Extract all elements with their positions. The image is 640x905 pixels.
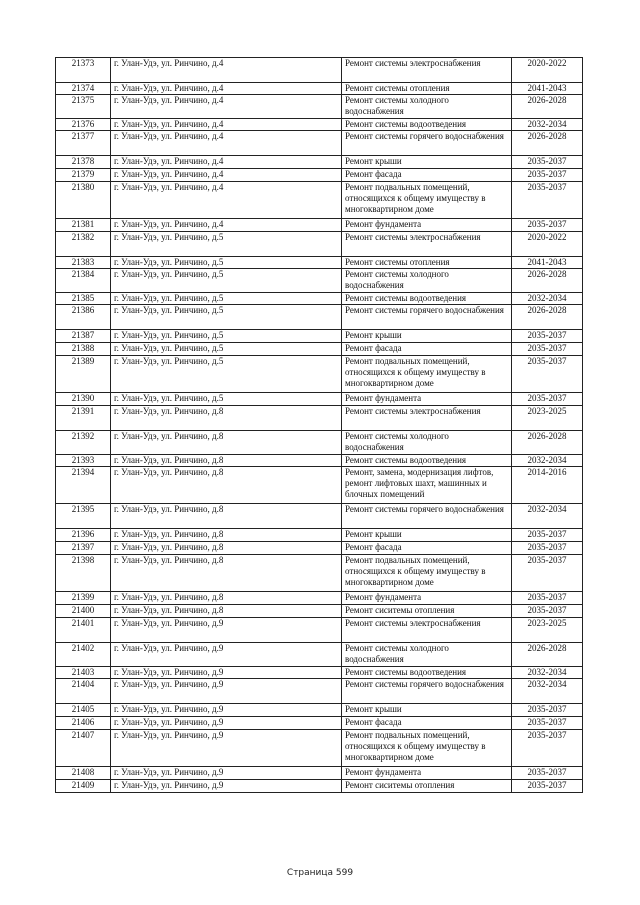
- row-address: г. Улан-Удэ, ул. Ринчино, д.5: [111, 269, 342, 293]
- row-work-type: Ремонт системы горячего водоснабжения: [342, 679, 512, 704]
- row-number: 21379: [56, 169, 111, 182]
- row-address: г. Улан-Удэ, ул. Ринчино, д.8: [111, 592, 342, 605]
- row-work-type: Ремонт системы горячего водоснабжения: [342, 131, 512, 156]
- row-address: г. Улан-Удэ, ул. Ринчино, д.8: [111, 605, 342, 618]
- row-period: 2035-2037: [512, 182, 583, 219]
- row-address: г. Улан-Удэ, ул. Ринчино, д.9: [111, 730, 342, 767]
- row-work-type: Ремонт системы водоотведения: [342, 293, 512, 305]
- row-address: г. Улан-Удэ, ул. Ринчино, д.5: [111, 356, 342, 393]
- row-period: 2035-2037: [512, 330, 583, 343]
- row-work-type: Ремонт системы горячего водоснабжения: [342, 305, 512, 330]
- row-address: г. Улан-Удэ, ул. Ринчино, д.4: [111, 219, 342, 232]
- row-address: г. Улан-Удэ, ул. Ринчино, д.4: [111, 83, 342, 95]
- table-row: [56, 393, 583, 406]
- row-period: 2035-2037: [512, 156, 583, 169]
- row-work-type: Ремонт, замена, модернизация лифтов, ремонт лифтовых шахт, машинных и блочных помещений: [342, 467, 512, 504]
- row-address: г. Улан-Удэ, ул. Ринчино, д.8: [111, 455, 342, 467]
- row-period: 2035-2037: [512, 529, 583, 542]
- row-work-type: Ремонт фундамента: [342, 592, 512, 605]
- row-period: 2026-2028: [512, 95, 583, 119]
- row-address: г. Улан-Удэ, ул. Ринчино, д.8: [111, 467, 342, 504]
- row-number: 21380: [56, 182, 111, 219]
- row-number: 21378: [56, 156, 111, 169]
- row-number: 21392: [56, 431, 111, 455]
- table-row: [56, 555, 583, 592]
- row-period: 2035-2037: [512, 730, 583, 767]
- row-period: 2035-2037: [512, 555, 583, 592]
- row-work-type: Ремонт подвальных помещений, относящихся к общему имуществу в многоквартирном доме: [342, 356, 512, 393]
- row-period: 2020-2022: [512, 232, 583, 257]
- row-number: 21396: [56, 529, 111, 542]
- row-work-type: Ремонт фасада: [342, 542, 512, 555]
- table-row: [56, 780, 583, 793]
- row-period: 2026-2028: [512, 269, 583, 293]
- row-address: г. Улан-Удэ, ул. Ринчино, д.9: [111, 780, 342, 793]
- page-number: Страница 599: [286, 868, 354, 878]
- table-row: [56, 58, 583, 83]
- row-number: 21389: [56, 356, 111, 393]
- table-row: [56, 605, 583, 618]
- row-period: 2032-2034: [512, 293, 583, 305]
- row-address: г. Улан-Удэ, ул. Ринчино, д.4: [111, 95, 342, 119]
- row-address: г. Улан-Удэ, ул. Ринчино, д.8: [111, 406, 342, 431]
- row-number: 21384: [56, 269, 111, 293]
- row-work-type: Ремонт системы водоотведения: [342, 455, 512, 467]
- row-work-type: Ремонт крыши: [342, 156, 512, 169]
- row-work-type: Ремонт крыши: [342, 330, 512, 343]
- row-address: г. Улан-Удэ, ул. Ринчино, д.9: [111, 667, 342, 679]
- row-address: г. Улан-Удэ, ул. Ринчино, д.5: [111, 232, 342, 257]
- repair-schedule-table: [55, 57, 583, 793]
- row-period: 2035-2037: [512, 605, 583, 618]
- table-row: [56, 156, 583, 169]
- row-number: 21377: [56, 131, 111, 156]
- row-number: 21373: [56, 58, 111, 83]
- row-number: 21391: [56, 406, 111, 431]
- table-row: [56, 529, 583, 542]
- row-number: 21404: [56, 679, 111, 704]
- row-work-type: Ремонт системы водоотведения: [342, 119, 512, 131]
- row-address: г. Улан-Удэ, ул. Ринчино, д.8: [111, 542, 342, 555]
- row-number: 21390: [56, 393, 111, 406]
- row-address: г. Улан-Удэ, ул. Ринчино, д.5: [111, 305, 342, 330]
- row-work-type: Ремонт сиситемы отопления: [342, 605, 512, 618]
- row-number: 21375: [56, 95, 111, 119]
- row-work-type: Ремонт системы холодного водоснабжения: [342, 643, 512, 667]
- table-row: [56, 767, 583, 780]
- row-number: 21402: [56, 643, 111, 667]
- row-work-type: Ремонт крыши: [342, 704, 512, 717]
- row-number: 21409: [56, 780, 111, 793]
- row-period: 2035-2037: [512, 767, 583, 780]
- row-period: 2032-2034: [512, 679, 583, 704]
- row-period: 2014-2016: [512, 467, 583, 504]
- row-number: 21393: [56, 455, 111, 467]
- table-row: [56, 717, 583, 730]
- row-address: г. Улан-Удэ, ул. Ринчино, д.9: [111, 704, 342, 717]
- row-work-type: Ремонт системы электроснабжения: [342, 618, 512, 643]
- row-work-type: Ремонт системы электроснабжения: [342, 406, 512, 431]
- row-number: 21405: [56, 704, 111, 717]
- row-address: г. Улан-Удэ, ул. Ринчино, д.4: [111, 182, 342, 219]
- row-address: г. Улан-Удэ, ул. Ринчино, д.4: [111, 58, 342, 83]
- table-row: [56, 504, 583, 529]
- row-period: 2032-2034: [512, 455, 583, 467]
- row-number: 21403: [56, 667, 111, 679]
- table-row: [56, 269, 583, 293]
- row-number: 21376: [56, 119, 111, 131]
- row-number: 21397: [56, 542, 111, 555]
- row-address: г. Улан-Удэ, ул. Ринчино, д.5: [111, 343, 342, 356]
- row-work-type: Ремонт системы холодного водоснабжения: [342, 431, 512, 455]
- row-work-type: Ремонт системы горячего водоснабжения: [342, 504, 512, 529]
- row-number: 21406: [56, 717, 111, 730]
- table-row: [56, 293, 583, 305]
- table-row: [56, 455, 583, 467]
- row-address: г. Улан-Удэ, ул. Ринчино, д.5: [111, 257, 342, 269]
- row-period: 2026-2028: [512, 305, 583, 330]
- row-number: 21399: [56, 592, 111, 605]
- row-number: 21394: [56, 467, 111, 504]
- table-row: [56, 356, 583, 393]
- row-address: г. Улан-Удэ, ул. Ринчино, д.4: [111, 156, 342, 169]
- row-address: г. Улан-Удэ, ул. Ринчино, д.5: [111, 293, 342, 305]
- row-work-type: Ремонт крыши: [342, 529, 512, 542]
- row-period: 2032-2034: [512, 667, 583, 679]
- table-row: [56, 330, 583, 343]
- table-row: [56, 83, 583, 95]
- table-row: [56, 219, 583, 232]
- row-period: 2041-2043: [512, 83, 583, 95]
- table-row: [56, 232, 583, 257]
- row-work-type: Ремонт системы электроснабжения: [342, 58, 512, 83]
- row-work-type: Ремонт системы электроснабжения: [342, 232, 512, 257]
- row-period: 2041-2043: [512, 257, 583, 269]
- row-work-type: Ремонт фундамента: [342, 767, 512, 780]
- table-row: [56, 618, 583, 643]
- row-work-type: Ремонт фундамента: [342, 393, 512, 406]
- row-number: 21401: [56, 618, 111, 643]
- row-period: 2026-2028: [512, 131, 583, 156]
- row-number: 21381: [56, 219, 111, 232]
- row-period: 2026-2028: [512, 643, 583, 667]
- row-work-type: Ремонт фасада: [342, 717, 512, 730]
- table-row: [56, 667, 583, 679]
- table-row: [56, 431, 583, 455]
- row-number: 21408: [56, 767, 111, 780]
- row-address: г. Улан-Удэ, ул. Ринчино, д.4: [111, 169, 342, 182]
- row-address: г. Улан-Удэ, ул. Ринчино, д.4: [111, 119, 342, 131]
- row-number: 21385: [56, 293, 111, 305]
- row-period: 2035-2037: [512, 717, 583, 730]
- row-work-type: Ремонт подвальных помещений, относящихся к общему имуществу в многоквартирном доме: [342, 730, 512, 767]
- table-row: [56, 592, 583, 605]
- row-period: 2020-2022: [512, 58, 583, 83]
- row-period: 2023-2025: [512, 618, 583, 643]
- table-row: [56, 679, 583, 704]
- row-number: 21398: [56, 555, 111, 592]
- row-period: 2026-2028: [512, 431, 583, 455]
- row-period: 2035-2037: [512, 343, 583, 356]
- row-number: 21395: [56, 504, 111, 529]
- row-address: г. Улан-Удэ, ул. Ринчино, д.9: [111, 767, 342, 780]
- row-address: г. Улан-Удэ, ул. Ринчино, д.8: [111, 555, 342, 592]
- row-work-type: Ремонт сиситемы отопления: [342, 780, 512, 793]
- row-period: 2035-2037: [512, 704, 583, 717]
- row-address: г. Улан-Удэ, ул. Ринчино, д.8: [111, 529, 342, 542]
- row-period: 2035-2037: [512, 592, 583, 605]
- table-row: [56, 257, 583, 269]
- row-number: 21388: [56, 343, 111, 356]
- table-row: [56, 169, 583, 182]
- row-address: г. Улан-Удэ, ул. Ринчино, д.8: [111, 431, 342, 455]
- table-row: [56, 305, 583, 330]
- table-row: [56, 131, 583, 156]
- row-period: 2035-2037: [512, 169, 583, 182]
- row-address: г. Улан-Удэ, ул. Ринчино, д.9: [111, 618, 342, 643]
- row-period: 2035-2037: [512, 393, 583, 406]
- row-work-type: Ремонт системы водоотведения: [342, 667, 512, 679]
- row-work-type: Ремонт подвальных помещений, относящихся к общему имуществу в многоквартирном доме: [342, 182, 512, 219]
- row-work-type: Ремонт системы холодного водоснабжения: [342, 269, 512, 293]
- table-row: [56, 704, 583, 717]
- row-work-type: Ремонт системы отопления: [342, 83, 512, 95]
- table-row: [56, 343, 583, 356]
- row-address: г. Улан-Удэ, ул. Ринчино, д.5: [111, 393, 342, 406]
- row-period: 2032-2034: [512, 119, 583, 131]
- table-row: [56, 643, 583, 667]
- row-period: 2035-2037: [512, 542, 583, 555]
- row-address: г. Улан-Удэ, ул. Ринчино, д.9: [111, 679, 342, 704]
- row-work-type: Ремонт подвальных помещений, относящихся к общему имуществу в многоквартирном доме: [342, 555, 512, 592]
- row-address: г. Улан-Удэ, ул. Ринчино, д.5: [111, 330, 342, 343]
- row-number: 21382: [56, 232, 111, 257]
- row-period: 2023-2025: [512, 406, 583, 431]
- table-row: [56, 95, 583, 119]
- row-work-type: Ремонт фасада: [342, 169, 512, 182]
- row-period: 2035-2037: [512, 219, 583, 232]
- row-address: г. Улан-Удэ, ул. Ринчино, д.9: [111, 643, 342, 667]
- table-body: [56, 58, 583, 793]
- table-row: [56, 542, 583, 555]
- table-row: [56, 119, 583, 131]
- row-address: г. Улан-Удэ, ул. Ринчино, д.4: [111, 131, 342, 156]
- row-number: 21387: [56, 330, 111, 343]
- row-work-type: Ремонт системы холодного водоснабжения: [342, 95, 512, 119]
- table-row: [56, 406, 583, 431]
- row-number: 21383: [56, 257, 111, 269]
- table-row: [56, 467, 583, 504]
- row-work-type: Ремонт системы отопления: [342, 257, 512, 269]
- table-row: [56, 182, 583, 219]
- table-row: [56, 730, 583, 767]
- row-period: 2032-2034: [512, 504, 583, 529]
- page-footer: [0, 868, 640, 878]
- row-work-type: Ремонт фундамента: [342, 219, 512, 232]
- row-number: 21407: [56, 730, 111, 767]
- row-number: 21386: [56, 305, 111, 330]
- row-work-type: Ремонт фасада: [342, 343, 512, 356]
- row-address: г. Улан-Удэ, ул. Ринчино, д.8: [111, 504, 342, 529]
- row-address: г. Улан-Удэ, ул. Ринчино, д.9: [111, 717, 342, 730]
- row-number: 21400: [56, 605, 111, 618]
- row-period: 2035-2037: [512, 780, 583, 793]
- row-number: 21374: [56, 83, 111, 95]
- row-period: 2035-2037: [512, 356, 583, 393]
